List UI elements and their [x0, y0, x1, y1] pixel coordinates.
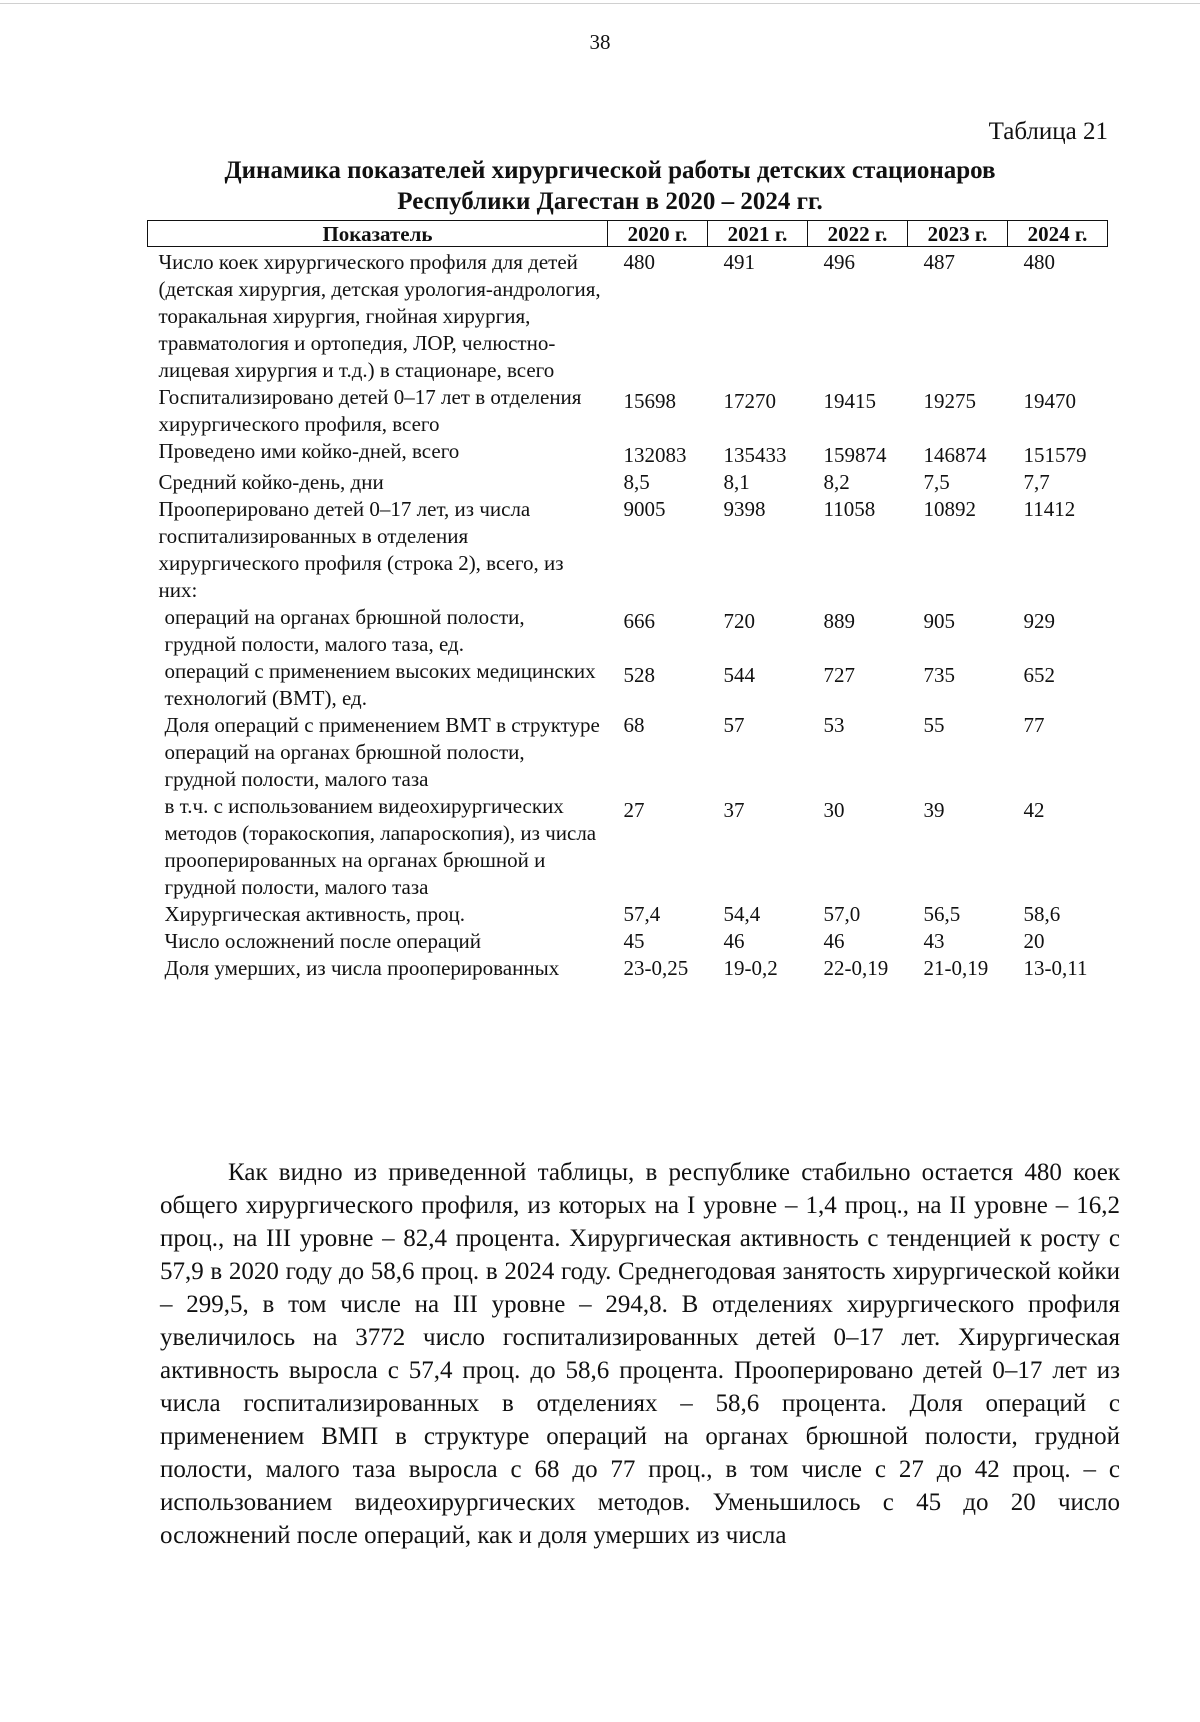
row-value: 132083 — [623, 443, 687, 467]
row-value: 9398 — [723, 497, 766, 521]
table-row — [148, 604, 1108, 658]
row-indicator: Госпитализировано детей 0–17 лет в отделения хирургического профиля, всего — [158, 385, 582, 436]
row-value: 480 — [623, 250, 655, 274]
row-value: 666 — [623, 609, 655, 633]
header-year-2024: 2024 г. — [1008, 221, 1108, 247]
table-row — [148, 438, 1108, 469]
row-value: 544 — [723, 663, 755, 687]
row-value: 151579 — [1023, 443, 1087, 467]
header-year-2023: 2023 г. — [908, 221, 1008, 247]
table-row — [148, 793, 1108, 901]
row-value: 58,6 — [1023, 902, 1061, 926]
row-value: 7,7 — [1023, 470, 1050, 494]
row-value: 905 — [923, 609, 955, 633]
row-indicator: Доля умерших, из числа прооперированных — [164, 956, 560, 980]
row-value: 56,5 — [923, 902, 961, 926]
header-indicator: Показатель — [148, 221, 608, 247]
row-value: 27 — [623, 798, 645, 822]
row-value: 10892 — [923, 497, 976, 521]
row-value: 21-0,19 — [923, 956, 989, 980]
surgical-indicators-table — [147, 220, 1108, 982]
header-year-2020: 2020 г. — [608, 221, 708, 247]
table-row — [148, 384, 1108, 438]
row-value: 491 — [723, 250, 755, 274]
table-row — [148, 496, 1108, 604]
row-value: 57 — [723, 713, 745, 737]
row-value: 8,2 — [823, 470, 850, 494]
row-value: 77 — [1023, 713, 1045, 737]
row-value: 146874 — [923, 443, 987, 467]
row-value: 43 — [923, 929, 945, 953]
row-value: 19415 — [823, 389, 876, 413]
row-value: 45 — [623, 929, 645, 953]
row-value: 8,1 — [723, 470, 750, 494]
row-indicator: операций на органах брюшной полости, грудной полости, малого таза, ед. — [164, 605, 525, 656]
row-value: 68 — [623, 713, 645, 737]
analysis-paragraph: Как видно из приведенной таблицы, в республике стабильно остается 480 коек общего хирургического профиля, из которых на I уровне – 1,4 проц., на II уровне – 16,2 проц., на III уровне – 82,4 процента. Хирургическая активность с тенденцией к росту с 57,9 в 2020 году до 58,6 проц. в 2024 году. Среднегодовая занятость хирургической койки – 299,5, в том числе на III уровне – 294,8. В отделениях хирургического профиля увеличилось на 3772 число госпитализированных детей 0–17 лет. Хирургическая активность выросла с 57,4 проц. до 58,6 процента. Прооперировано детей 0–17 лет из числа госпитализированных в отделениях – 58,6 процента. Доля операций с применением ВМП в структуре операций на органах брюшной полости, грудной полости, малого таза выросла с 68 до 77 проц., в том числе с 27 до 42 проц. – с использованием видеохирургических методов. Уменьшилось с 45 до 20 число осложнений после операций, как и доля умерших из числа — [160, 1159, 1120, 1549]
row-value: 528 — [623, 663, 655, 687]
table-title-line-2: Республики Дагестан в 2020 – 2024 гг. — [397, 188, 823, 215]
row-value: 652 — [1023, 663, 1055, 687]
table-header-row — [148, 221, 1108, 247]
table-row — [148, 658, 1108, 712]
table-title-line-1: Динамика показателей хирургической работы детских стационаров — [224, 157, 996, 184]
table-row — [148, 955, 1108, 982]
table-row — [148, 712, 1108, 793]
row-indicator: Доля операций с применением ВМТ в структуре операций на органах брюшной полости, грудной полости, малого таза — [164, 713, 600, 791]
row-value: 487 — [923, 250, 955, 274]
row-indicator: Средний койко-день, дни — [158, 470, 384, 494]
row-value: 20 — [1023, 929, 1045, 953]
row-value: 8,5 — [623, 470, 650, 494]
row-value: 480 — [1023, 250, 1055, 274]
header-year-2022: 2022 г. — [808, 221, 908, 247]
row-value: 720 — [723, 609, 755, 633]
row-indicator: Число коек хирургического профиля для детей (детская хирургия, детская урология-андрология, торакальная хирургия, гнойная хирургия, травматология и ортопедия, ЛОР, челюстно-лицевая хирургия и т.д.) в стационаре, всего — [158, 250, 601, 382]
row-value: 11412 — [1023, 497, 1076, 521]
row-value: 46 — [823, 929, 845, 953]
row-indicator: Проведено ими койко-дней, всего — [158, 439, 460, 463]
row-value: 15698 — [623, 389, 676, 413]
table-row — [148, 247, 1108, 385]
row-indicator: операций с применением высоких медицинских технологий (ВМТ), ед. — [164, 659, 596, 710]
row-value: 13-0,11 — [1023, 956, 1088, 980]
row-value: 53 — [823, 713, 845, 737]
scan-edge-line — [0, 3, 1200, 4]
row-value: 727 — [823, 663, 855, 687]
table-row — [148, 901, 1108, 928]
row-value: 19470 — [1023, 389, 1076, 413]
row-value: 57,0 — [823, 902, 861, 926]
row-value: 496 — [823, 250, 855, 274]
table-label: Таблица 21 — [988, 118, 1108, 145]
row-indicator: в т.ч. с использованием видеохирургических методов (торакоскопия, лапароскопия), из числа прооперированных на органах брюшной и грудной полости, малого таза — [164, 794, 597, 899]
row-value: 37 — [723, 798, 745, 822]
row-value: 11058 — [823, 497, 876, 521]
header-year-2021: 2021 г. — [708, 221, 808, 247]
row-value: 159874 — [823, 443, 887, 467]
row-value: 17270 — [723, 389, 776, 413]
row-indicator: Хирургическая активность, проц. — [164, 902, 465, 926]
row-value: 42 — [1023, 798, 1045, 822]
row-value: 46 — [723, 929, 745, 953]
row-value: 19-0,2 — [723, 956, 778, 980]
row-value: 55 — [923, 713, 945, 737]
row-value: 23-0,25 — [623, 956, 689, 980]
row-value: 7,5 — [923, 470, 950, 494]
row-value: 135433 — [723, 443, 787, 467]
table-row — [148, 928, 1108, 955]
row-value: 929 — [1023, 609, 1055, 633]
row-value: 735 — [923, 663, 955, 687]
row-value: 22-0,19 — [823, 956, 889, 980]
row-value: 889 — [823, 609, 855, 633]
row-value: 54,4 — [723, 902, 761, 926]
table-row — [148, 469, 1108, 496]
row-value: 39 — [923, 798, 945, 822]
row-value: 57,4 — [623, 902, 661, 926]
page-number: 38 — [589, 30, 611, 54]
row-value: 19275 — [923, 389, 976, 413]
row-value: 30 — [823, 798, 845, 822]
row-value: 9005 — [623, 497, 666, 521]
row-indicator: Прооперировано детей 0–17 лет, из числа госпитализированных в отделения хирургического профиля (строка 2), всего, из них: — [158, 497, 564, 602]
table-title — [150, 155, 1070, 217]
row-indicator: Число осложнений после операций — [164, 929, 481, 953]
